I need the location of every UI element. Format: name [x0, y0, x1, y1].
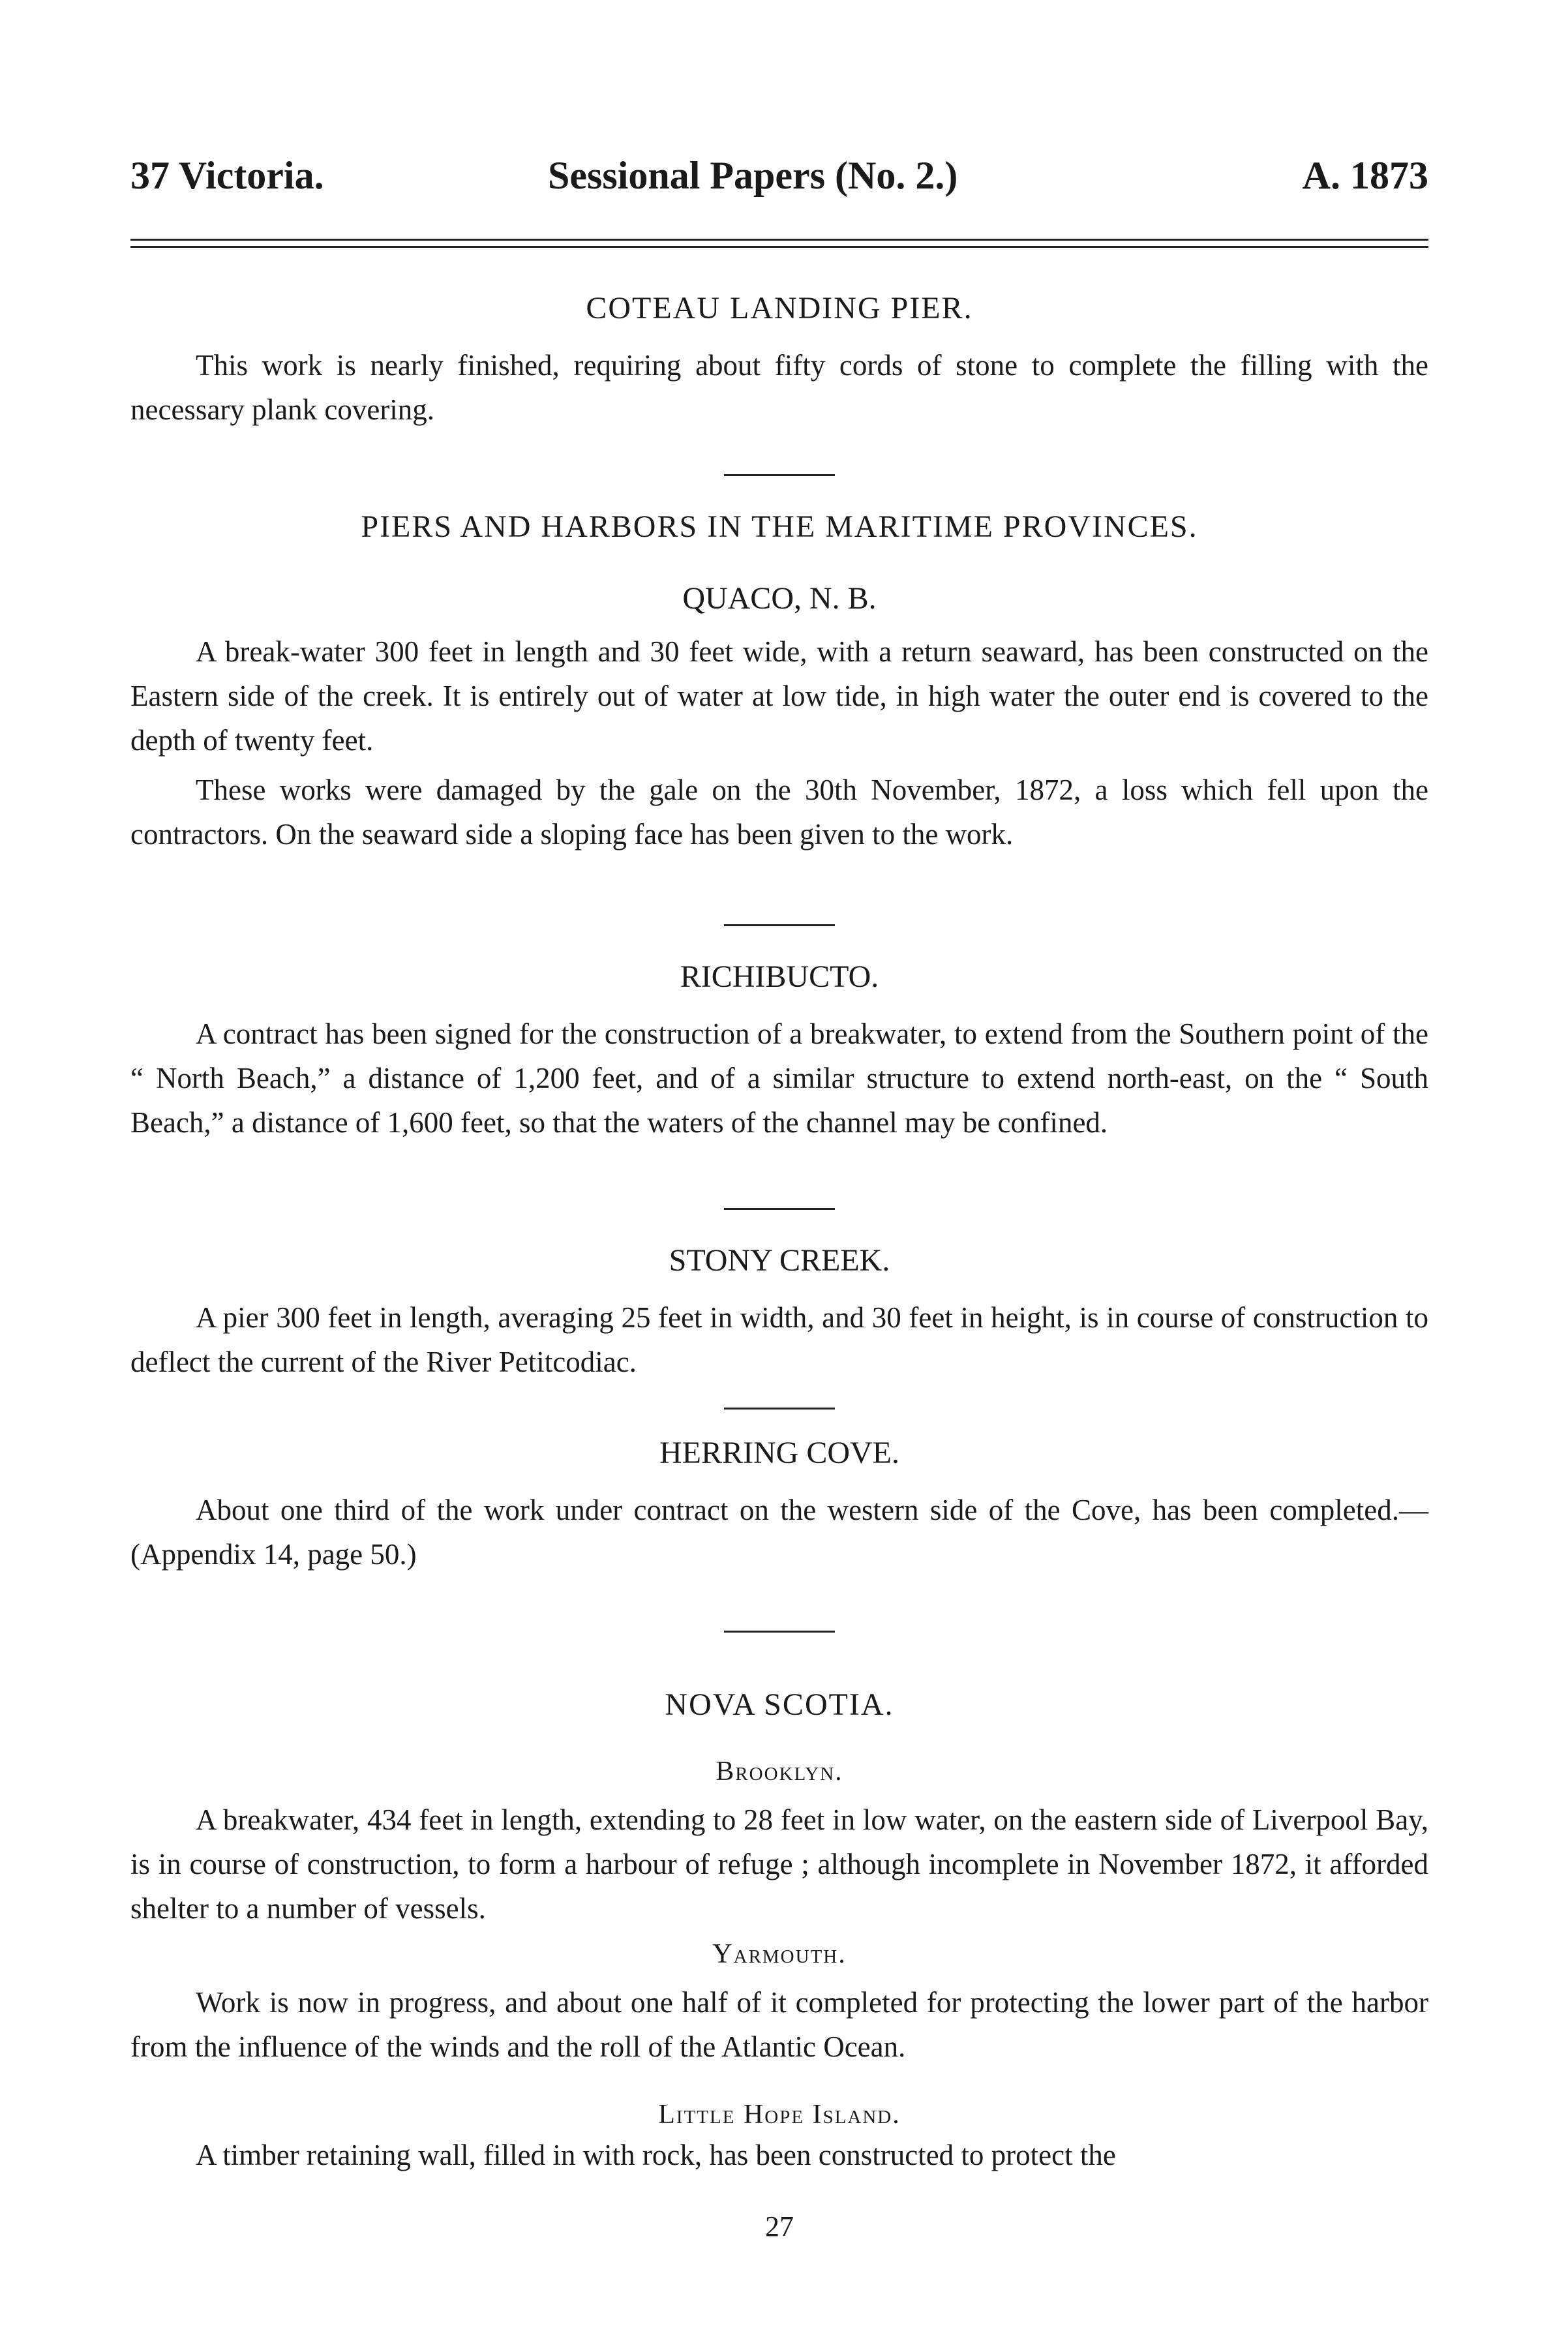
- section-quaco: [130, 580, 1428, 856]
- heading-quaco: QUACO, N. B.: [682, 581, 877, 616]
- section-divider: [130, 924, 1428, 926]
- section-herring-cove: [130, 1435, 1428, 1576]
- paragraph-little-hope: A timber retaining wall, filled in with rock, has been constructed to protect the: [196, 2139, 1116, 2171]
- section-little-hope: [130, 2099, 1428, 2177]
- paragraph-herring-cove: About one third of the work under contract on the western side of the Cove, has been completed.—(Appendix 14, page 50.): [130, 1494, 1428, 1571]
- document-page: [130, 0, 1428, 2352]
- heading-little-hope: Little Hope Island.: [658, 2100, 901, 2130]
- section-richibucto: [130, 959, 1428, 1145]
- paragraph-quaco-1: A break-water 300 feet in length and 30 feet wide, with a return seaward, has been constructed on the Eastern side of the creek. It is entirely out of water at low tide, in high water the outer end is covered to the depth of twenty feet.: [130, 635, 1428, 757]
- short-rule: [724, 1631, 835, 1633]
- heading-nova-scotia: NOVA SCOTIA.: [665, 1687, 894, 1722]
- section-yarmouth: [130, 1938, 1428, 2069]
- running-head: [130, 153, 1428, 205]
- paragraph-quaco-2: These works were damaged by the gale on the 30th November, 1872, a loss which fell upon the contractors. On the seaward side a sloping face has been given to the work.: [130, 774, 1428, 851]
- section-stony-creek: [130, 1243, 1428, 1384]
- short-rule: [724, 924, 835, 926]
- year-label: A. 1873: [1302, 154, 1428, 197]
- heading-brooklyn: Brooklyn.: [716, 1756, 843, 1787]
- section-divider: [130, 1631, 1428, 1633]
- section-divider: [130, 1408, 1428, 1410]
- header-double-rule: [130, 239, 1428, 248]
- section-divider: [130, 1208, 1428, 1210]
- short-rule: [724, 1208, 835, 1210]
- heading-coteau: COTEAU LANDING PIER.: [586, 291, 973, 325]
- session-label: 37 Victoria.: [130, 154, 324, 197]
- section-nova-scotia: [130, 1687, 1428, 1723]
- heading-yarmouth: Yarmouth.: [712, 1939, 847, 1969]
- heading-richibucto: RICHIBUCTO.: [680, 959, 879, 994]
- section-coteau: [130, 290, 1428, 432]
- page-number: 27: [765, 2210, 794, 2242]
- heading-stony-creek: STONY CREEK.: [669, 1243, 890, 1278]
- section-maritime: [130, 509, 1428, 545]
- paragraph-brooklyn: A breakwater, 434 feet in length, extending to 28 feet in low water, on the eastern side of Liverpool Bay, is in course of construction, to form a harbour of refuge ; although incomplete in November 1872, it afforded shelter to a number of vessels.: [130, 1803, 1428, 1925]
- heading-maritime: PIERS AND HARBORS IN THE MARITIME PROVINCES.: [361, 509, 1198, 544]
- sessional-papers-label: Sessional Papers (No. 2.): [548, 154, 958, 197]
- heading-herring-cove: HERRING COVE.: [659, 1436, 899, 1470]
- section-divider: [130, 474, 1428, 476]
- paragraph-coteau: This work is nearly finished, requiring about fifty cords of stone to complete the filling with the necessary plank covering.: [130, 349, 1428, 426]
- paragraph-yarmouth: Work is now in progress, and about one half of it completed for protecting the lower part of the harbor from the influence of the winds and the roll of the Atlantic Ocean.: [130, 1986, 1428, 2063]
- section-brooklyn: [130, 1756, 1428, 1931]
- paragraph-stony-creek: A pier 300 feet in length, averaging 25 feet in width, and 30 feet in height, is in course of construction to deflect the current of the River Petitcodiac.: [130, 1301, 1428, 1378]
- short-rule: [724, 474, 835, 476]
- paragraph-richibucto: A contract has been signed for the construction of a breakwater, to extend from the Southern point of the “ North Beach,” a distance of 1,200 feet, and of a similar structure to extend north-east, on the “ South Beach,” a distance of 1,600 feet, so that the waters of the channel may be confined.: [130, 1018, 1428, 1139]
- short-rule: [724, 1408, 835, 1410]
